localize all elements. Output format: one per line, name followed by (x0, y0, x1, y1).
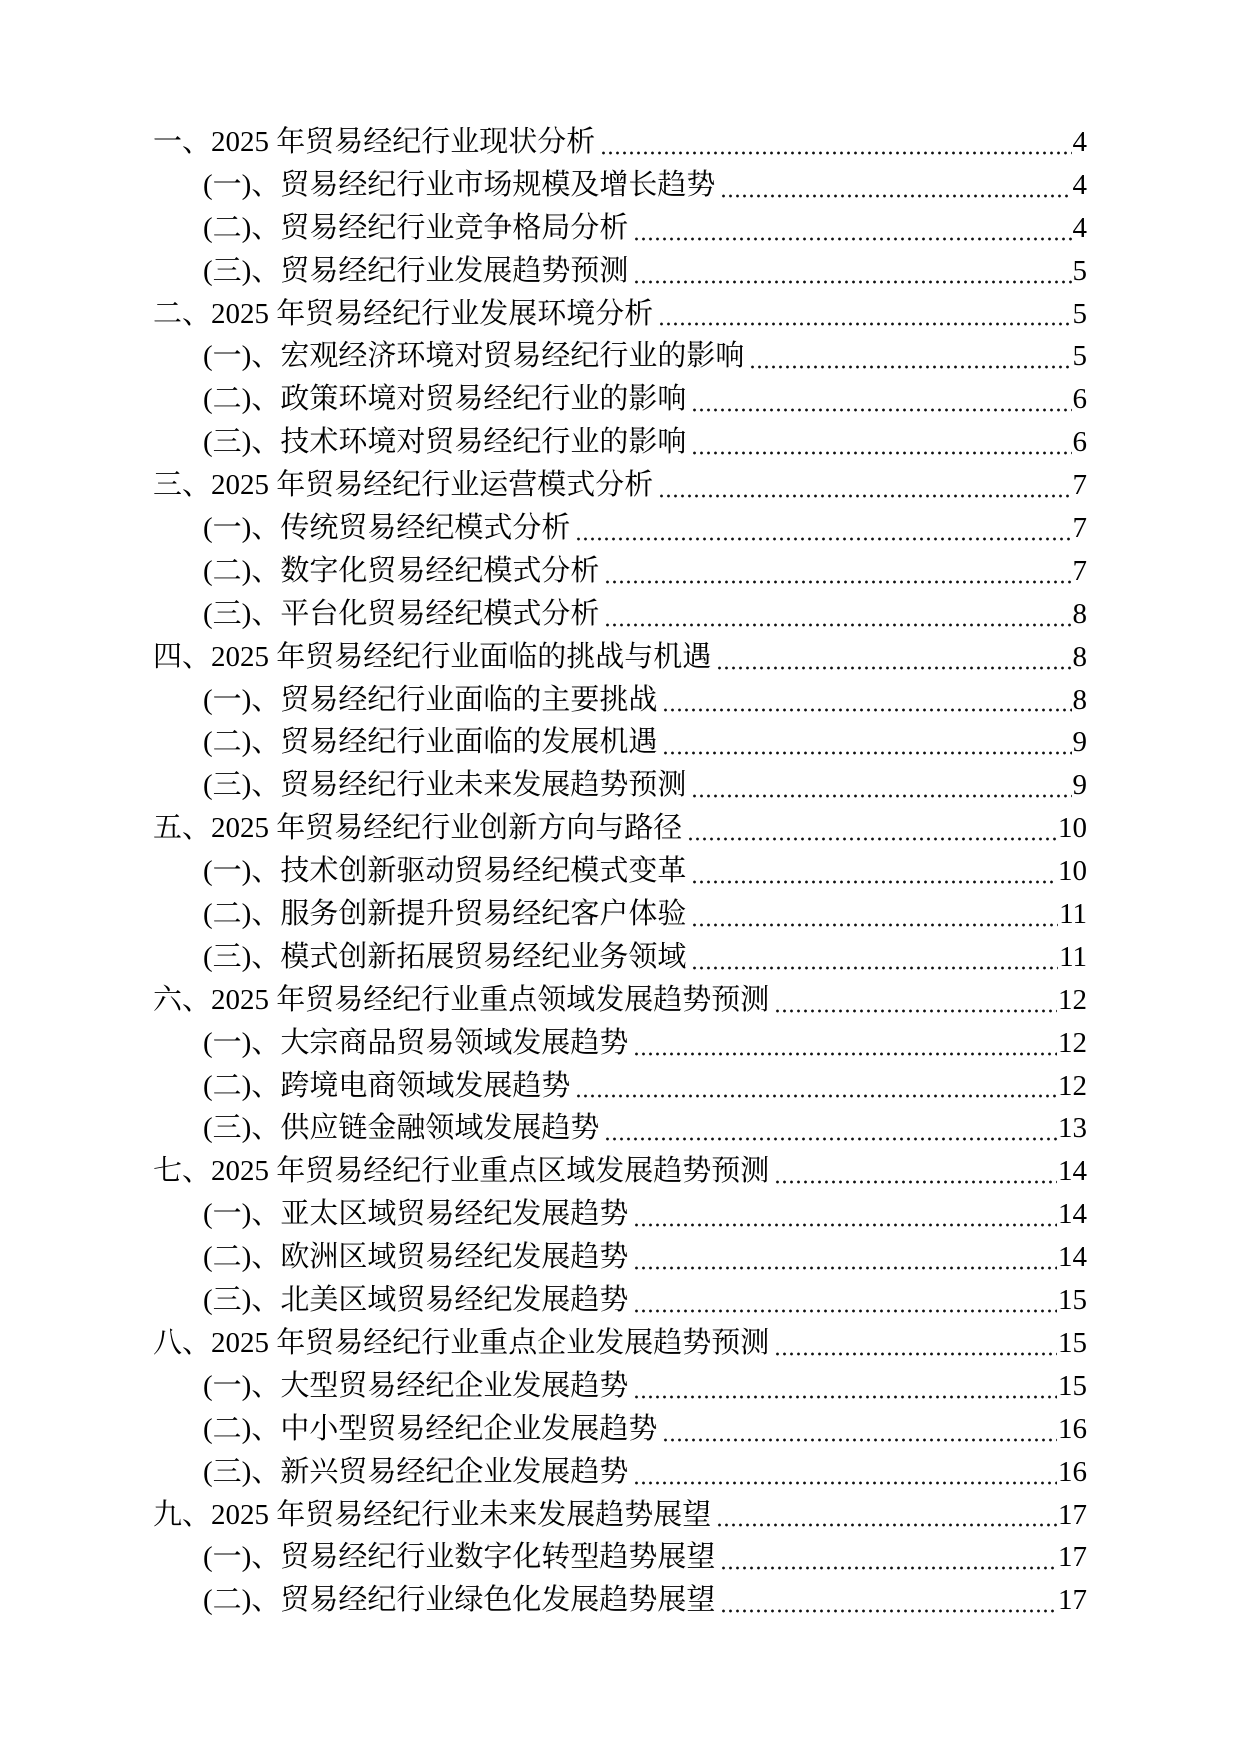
toc-entry[interactable] (153, 250, 1087, 293)
toc-entry-label: (一)、贸易经纪行业市场规模及增长趋势 (203, 168, 716, 201)
toc-entry-label: (三)、平台化贸易经纪模式分析 (203, 597, 600, 630)
toc-entry-label: (一)、宏观经济环境对贸易经纪行业的影响 (203, 340, 745, 373)
toc-leader-dots (604, 1137, 1057, 1141)
toc-entry-page: 7 (1072, 512, 1087, 545)
toc-entry-page: 16 (1058, 1412, 1087, 1445)
toc-entry-page: 4 (1072, 168, 1087, 201)
toc-entry-label: (二)、跨境电商领域发展趋势 (203, 1069, 571, 1102)
toc-leader-dots (774, 1009, 1057, 1013)
toc-entry-page: 16 (1058, 1455, 1087, 1488)
toc-entry-label: (二)、数字化贸易经纪模式分析 (203, 554, 600, 587)
toc-entry-label: (三)、供应链金融领域发展趋势 (203, 1112, 600, 1145)
toc-entry[interactable] (153, 1065, 1087, 1108)
toc-leader-dots (662, 1438, 1057, 1442)
toc-entry-label: (三)、贸易经纪行业发展趋势预测 (203, 254, 629, 287)
toc-entry[interactable] (153, 1022, 1087, 1065)
toc-entry[interactable] (153, 936, 1087, 979)
toc-entry[interactable] (153, 1365, 1087, 1408)
toc-entry[interactable] (153, 507, 1087, 550)
toc-entry[interactable] (153, 1408, 1087, 1451)
toc-entry-page: 14 (1058, 1241, 1087, 1274)
toc-entry-page: 15 (1058, 1369, 1087, 1402)
toc-entry[interactable] (153, 850, 1087, 893)
toc-entry-page: 12 (1058, 1069, 1087, 1102)
toc-entry-label: (一)、贸易经纪行业数字化转型趋势展望 (203, 1541, 716, 1574)
toc-entry[interactable] (153, 979, 1087, 1022)
toc-entry-page: 17 (1058, 1584, 1087, 1617)
toc-entry-page: 6 (1072, 426, 1087, 459)
toc-leader-dots (774, 1352, 1057, 1356)
toc-leader-dots (633, 1266, 1057, 1270)
toc-entry-label: (一)、亚太区域贸易经纪发展趋势 (203, 1198, 629, 1231)
toc-entry[interactable] (153, 121, 1087, 164)
toc-entry[interactable] (153, 335, 1087, 378)
toc-entry-page: 6 (1072, 383, 1087, 416)
toc-leader-dots (720, 194, 1071, 198)
toc-entry-label: 一、2025 年贸易经纪行业现状分析 (153, 126, 596, 158)
toc-entry-page: 15 (1058, 1284, 1087, 1317)
toc-entry[interactable] (153, 764, 1087, 807)
toc-entry-label: (二)、贸易经纪行业竞争格局分析 (203, 211, 629, 244)
toc-leader-dots (691, 451, 1071, 455)
toc-entry-label: (一)、传统贸易经纪模式分析 (203, 512, 571, 545)
toc-entry[interactable] (153, 1236, 1087, 1279)
toc-entry-page: 17 (1058, 1541, 1087, 1574)
toc-leader-dots (774, 1180, 1057, 1184)
toc-leader-dots (658, 494, 1071, 498)
toc-leader-dots (633, 1481, 1057, 1485)
toc-leader-dots (575, 537, 1071, 541)
toc-entry-label: (二)、欧洲区域贸易经纪发展趋势 (203, 1241, 629, 1274)
toc-entry[interactable] (153, 464, 1087, 507)
toc-entry-page: 14 (1058, 1198, 1087, 1231)
toc-leader-dots (575, 1094, 1057, 1098)
toc-entry-page: 17 (1058, 1498, 1087, 1531)
toc-entry-page: 9 (1072, 769, 1087, 802)
toc-entry[interactable] (153, 1579, 1087, 1622)
toc-leader-dots (716, 666, 1071, 670)
toc-entry-page: 5 (1072, 254, 1087, 287)
toc-leader-dots (720, 1566, 1057, 1570)
toc-entry-page: 5 (1072, 340, 1087, 373)
toc-entry[interactable] (153, 721, 1087, 764)
toc-entry-label: (三)、北美区域贸易经纪发展趋势 (203, 1284, 629, 1317)
toc-entry-page: 12 (1058, 1026, 1087, 1059)
toc-entry-label: (二)、中小型贸易经纪企业发展趋势 (203, 1412, 658, 1445)
toc-leader-dots (600, 151, 1071, 155)
toc-leader-dots (716, 1523, 1057, 1527)
toc-entry[interactable] (153, 1107, 1087, 1150)
toc-entry-page: 10 (1058, 812, 1087, 845)
toc-entry-page: 5 (1072, 297, 1087, 330)
toc-leader-dots (633, 1395, 1057, 1399)
toc-leader-dots (720, 1609, 1057, 1613)
toc-entry-page: 14 (1058, 1155, 1087, 1188)
toc-leader-dots (633, 237, 1071, 241)
toc-entry-page: 11 (1059, 898, 1087, 931)
toc-entry-label: 九、2025 年贸易经纪行业未来发展趋势展望 (153, 1498, 712, 1531)
toc-leader-dots (691, 966, 1058, 970)
toc-entry[interactable] (153, 1193, 1087, 1236)
toc-entry-label: (三)、新兴贸易经纪企业发展趋势 (203, 1455, 629, 1488)
toc-entry[interactable] (153, 807, 1087, 850)
toc-entry-label: (二)、贸易经纪行业绿色化发展趋势展望 (203, 1584, 716, 1617)
toc-entry-label: (二)、服务创新提升贸易经纪客户体验 (203, 898, 687, 931)
toc-entry-label: 五、2025 年贸易经纪行业创新方向与路径 (153, 812, 683, 845)
toc-entry-label: (三)、贸易经纪行业未来发展趋势预测 (203, 769, 687, 802)
toc-entry-page: 12 (1058, 983, 1087, 1016)
toc-entry[interactable] (153, 1451, 1087, 1494)
toc-entry-label: (一)、大宗商品贸易领域发展趋势 (203, 1026, 629, 1059)
toc-list (153, 121, 1087, 1622)
toc-entry-page: 10 (1058, 855, 1087, 888)
toc-entry-label: 八、2025 年贸易经纪行业重点企业发展趋势预测 (153, 1326, 770, 1359)
toc-entry-label: (一)、大型贸易经纪企业发展趋势 (203, 1369, 629, 1402)
toc-leader-dots (633, 1309, 1057, 1313)
toc-entry[interactable] (153, 1279, 1087, 1322)
toc-entry-page: 8 (1072, 597, 1087, 630)
toc-leader-dots (749, 365, 1071, 369)
toc-leader-dots (633, 280, 1071, 284)
toc-entry-page: 9 (1072, 726, 1087, 759)
toc-entry[interactable] (153, 421, 1087, 464)
toc-entry[interactable] (153, 1494, 1087, 1537)
toc-entry[interactable] (153, 593, 1087, 636)
toc-entry-label: 四、2025 年贸易经纪行业面临的挑战与机遇 (153, 640, 712, 673)
toc-entry-page: 13 (1058, 1112, 1087, 1145)
toc-leader-dots (691, 794, 1071, 798)
toc-entry-page: 15 (1058, 1326, 1087, 1359)
toc-entry-page: 4 (1072, 126, 1087, 158)
toc-entry-label: (二)、政策环境对贸易经纪行业的影响 (203, 383, 687, 416)
toc-leader-dots (658, 322, 1071, 326)
toc-entry-label: (三)、技术环境对贸易经纪行业的影响 (203, 426, 687, 459)
toc-entry[interactable] (153, 1322, 1087, 1365)
toc-leader-dots (633, 1052, 1057, 1056)
toc-entry-label: 二、2025 年贸易经纪行业发展环境分析 (153, 297, 654, 330)
toc-entry-page: 11 (1059, 940, 1087, 973)
toc-entry-label: (一)、贸易经纪行业面临的主要挑战 (203, 683, 658, 716)
toc-entry-page: 4 (1072, 211, 1087, 244)
toc-entry-label: 六、2025 年贸易经纪行业重点领域发展趋势预测 (153, 983, 770, 1016)
toc-leader-dots (633, 1223, 1057, 1227)
toc-entry-page: 7 (1072, 469, 1087, 502)
toc-entry-label: (一)、技术创新驱动贸易经纪模式变革 (203, 855, 687, 888)
toc-leader-dots (691, 880, 1057, 884)
toc-leader-dots (662, 708, 1071, 712)
toc-entry-page: 8 (1072, 640, 1087, 673)
toc-leader-dots (691, 923, 1058, 927)
toc-leader-dots (691, 408, 1071, 412)
toc-entry-label: (二)、贸易经纪行业面临的发展机遇 (203, 726, 658, 759)
toc-leader-dots (687, 837, 1057, 841)
toc-entry-page: 8 (1072, 683, 1087, 716)
toc-entry[interactable] (153, 679, 1087, 722)
toc-entry[interactable] (153, 164, 1087, 207)
toc-entry[interactable] (153, 550, 1087, 593)
toc-entry-page: 7 (1072, 554, 1087, 587)
toc-entry[interactable] (153, 207, 1087, 250)
toc-entry[interactable] (153, 378, 1087, 421)
toc-entry-label: 七、2025 年贸易经纪行业重点区域发展趋势预测 (153, 1155, 770, 1188)
toc-entry[interactable] (153, 1536, 1087, 1579)
toc-leader-dots (662, 751, 1071, 755)
toc-entry[interactable] (153, 1150, 1087, 1193)
toc-entry-label: (三)、模式创新拓展贸易经纪业务领域 (203, 940, 687, 973)
toc-entry[interactable] (153, 636, 1087, 679)
toc-entry[interactable] (153, 893, 1087, 936)
toc-leader-dots (604, 623, 1071, 627)
toc-entry[interactable] (153, 293, 1087, 336)
toc-leader-dots (604, 580, 1071, 584)
toc-entry-label: 三、2025 年贸易经纪行业运营模式分析 (153, 469, 654, 502)
